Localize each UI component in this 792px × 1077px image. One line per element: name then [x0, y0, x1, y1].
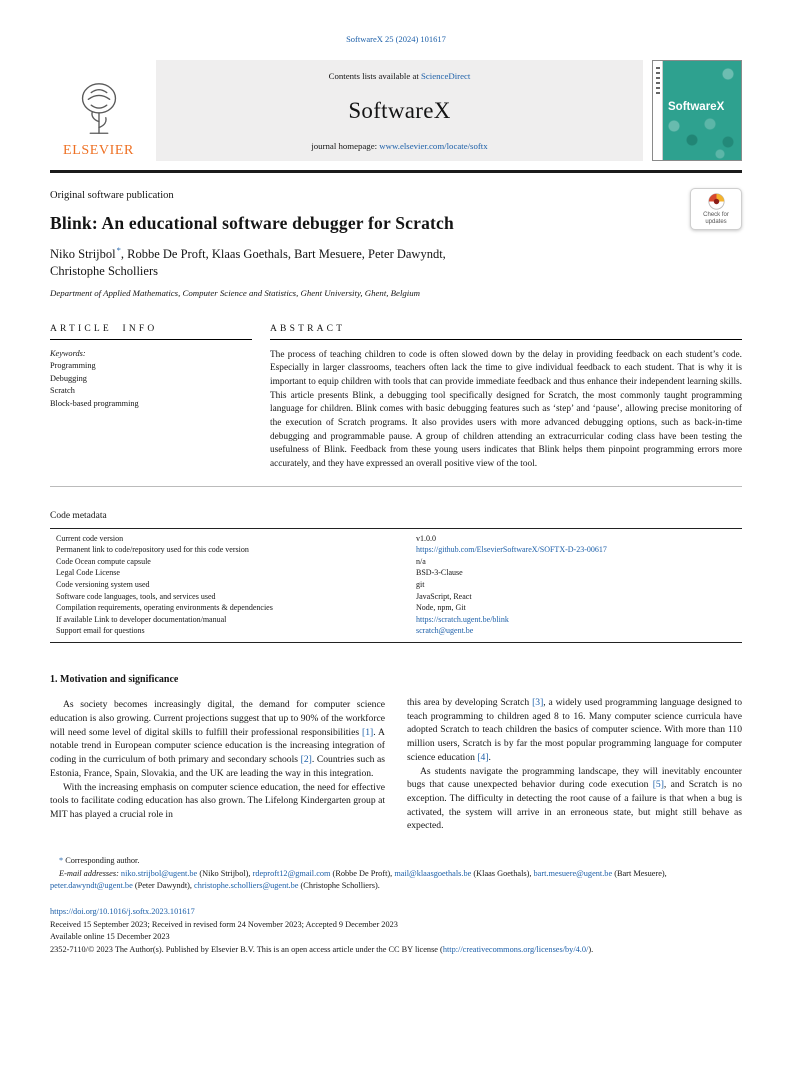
homepage-line	[162, 141, 637, 151]
journal-name: SoftwareX	[348, 98, 451, 123]
text-segment: . Countries such as Estonia, France, Spain, Slovakia, and the UK are leading the way in this integration.	[50, 754, 386, 779]
footnotes	[50, 855, 742, 892]
crossmark-badge[interactable]	[690, 188, 742, 230]
text-segment: BSD-3-Clause	[416, 568, 463, 578]
text-segment: . A notable trend in European computer science education is the increasing integration of coding in the curriculum of both primary and secondary schools	[50, 726, 385, 766]
citation-3[interactable]: [3]	[532, 696, 544, 708]
row-label: Software code languages, tools, and services used	[56, 591, 216, 601]
table-row	[50, 614, 742, 626]
crossmark-label-line1: Check for	[703, 212, 729, 218]
body-paragraph: With the increasing emphasis on computer science education, the need for effective tools to facilitate coding education has also grown. The Lifelong Kindergarten group at MIT has played a crucial role in	[50, 781, 385, 820]
text-segment: , a widely used programming language designed to teach programming to children aged 8 to 16. Many computer science curricula have adopted Scratch to teach children the basics of computer science. With more than 110 million users, Scratch is by far the most popular programming language for computer science education	[407, 696, 742, 763]
article-info-abstract-block	[50, 324, 742, 472]
citation-1[interactable]: [1]	[362, 726, 374, 738]
row-value	[416, 602, 742, 614]
row-value	[416, 579, 742, 591]
corresponding-author-note	[50, 855, 742, 867]
table-row	[50, 544, 742, 556]
abstract-heading: ABSTRACT	[270, 323, 346, 334]
row-value	[416, 533, 742, 545]
row-label: Legal Code License	[56, 568, 120, 578]
article-info-rule	[50, 339, 252, 340]
text-segment: (Klaas Goethals),	[471, 868, 534, 878]
body-column-left	[50, 673, 385, 833]
body-paragraph	[50, 698, 385, 780]
row-label: If available Link to developer documentation/manual	[56, 614, 227, 624]
journal-masthead	[156, 60, 643, 161]
text-segment: Node, npm, Git	[416, 603, 466, 613]
row-label: Compilation requirements, operating environments & dependencies	[56, 603, 273, 613]
received-line: Received 15 September 2023; Received in revised form 24 November 2023; Accepted 9 December 2023	[50, 919, 398, 929]
text-segment: git	[416, 579, 425, 589]
doi-line	[50, 906, 742, 918]
journal-header-banner	[50, 60, 742, 161]
crossmark-label-line2: updates	[705, 219, 727, 226]
text-segment: JavaScript, React	[416, 591, 472, 601]
author-list	[50, 245, 742, 281]
email-addresses	[50, 868, 742, 893]
text-segment: .	[488, 751, 491, 763]
abstract-column	[270, 324, 742, 472]
text-segment: v1.0.0	[416, 533, 436, 543]
abstract-rule	[270, 339, 742, 340]
text-segment: , and Scratch is no exception. The difficulty in detecting the root cause of a failure is that when a bug is activated, the system will arrive in an erroneous state, but might still behave as expected.	[407, 779, 742, 832]
table-row	[50, 567, 742, 579]
row-value	[416, 625, 742, 637]
code-metadata-heading: Code metadata	[50, 510, 107, 521]
row-label: Code versioning system used	[56, 579, 150, 589]
table-row	[50, 625, 742, 637]
text-segment: E-mail addresses:	[59, 868, 121, 878]
header-rule	[50, 170, 742, 173]
text-segment: Niko Strijbol	[50, 247, 116, 262]
text-segment: 2352-7110/© 2023 The Author(s). Published by Elsevier B.V. This is an open access article under the CC BY license (	[50, 944, 443, 954]
row-value	[416, 544, 742, 556]
text-segment: As students navigate the programming landscape, they will inevitably encounter bugs that cause unexpected behavior during code execution	[407, 765, 742, 791]
row-value	[416, 567, 742, 579]
article-title: Blink: An educational software debugger for Scratch	[50, 213, 454, 233]
cover-wordmark: SoftwareX	[668, 101, 725, 113]
article-head	[50, 190, 742, 298]
crossmark-icon	[708, 193, 725, 210]
keyword-debugging: Debugging	[50, 373, 87, 383]
table-row	[50, 602, 742, 614]
email-link[interactable]: peter.dawyndt@ugent.be	[50, 880, 133, 890]
copyright-line	[50, 944, 742, 956]
table-row	[50, 556, 742, 568]
text-segment: (Christophe Scholliers).	[298, 880, 380, 890]
journal-homepage-link[interactable]: www.elsevier.com/locate/softx	[379, 141, 488, 151]
repository-link[interactable]: https://github.com/ElsevierSoftwareX/SOFTX-D-23-00617	[416, 545, 607, 555]
citation-4[interactable]: [4]	[477, 751, 489, 763]
cc-license-link[interactable]: http://creativecommons.org/licenses/by/4.0/	[442, 944, 589, 954]
text-segment: n/a	[416, 556, 426, 566]
email-link[interactable]: christophe.scholliers@ugent.be	[194, 880, 299, 890]
info-block-end-rule	[50, 486, 742, 487]
row-value	[416, 591, 742, 603]
row-label: Permanent link to code/repository used for this code version	[56, 545, 249, 555]
row-label: Code Ocean compute capsule	[56, 556, 151, 566]
row-label: Current code version	[56, 533, 124, 543]
support-email-link[interactable]: scratch@ugent.be	[416, 626, 474, 636]
footnote-asterisk[interactable]: *	[59, 856, 64, 866]
text-segment: (Peter Dawyndt),	[132, 880, 195, 890]
body-paragraph	[407, 696, 742, 765]
email-link[interactable]: bart.mesuere@ugent.be	[533, 868, 613, 878]
publication-info	[50, 906, 742, 956]
text-segment: (Niko Strijbol),	[197, 868, 253, 878]
body-column-right	[407, 673, 742, 833]
available-line: Available online 15 December 2023	[50, 932, 170, 942]
authors-line-1	[50, 245, 742, 263]
doi-link[interactable]: https://doi.org/10.1016/j.softx.2023.101617	[50, 907, 195, 917]
citation-2[interactable]: [2]	[300, 754, 312, 766]
keyword-programming: Programming	[50, 360, 96, 370]
email-link[interactable]: mail@klaasgoethals.be	[394, 868, 472, 878]
elsevier-logo	[50, 60, 147, 161]
journal-cover	[652, 60, 742, 161]
text-segment: this area by developing Scratch	[407, 696, 533, 708]
text-segment: Corresponding author.	[63, 856, 140, 866]
abstract-text: The process of teaching children to code is often slowed down by the delay in providing feedback on each student’s code. Especially in larger classrooms, teachers often lack the time to give individual feedback to each student. That is why it is important to equip children with tools that can provide immediate feedback and thus enhance their independent learning skills. This article presents Blink, a debugging tool specifically designed for Scratch, the most commonly taught programming language for children. Blink comes with basic debugging features such as ‘step’ and ‘pause’, allowing precise monitoring of the execution of Scratch programs. It also provides users with more advanced debugging options, such as back-in-time debugging and programmable pause. A group of children attending an extracurricular coding class have been testing the usefulness of Blink. Feedback from these young users indicates that Blink helps them pinpoint programming errors more accurately, and they have expressed an overall positive view of the tool.	[270, 349, 742, 469]
row-value	[416, 556, 742, 568]
sciencedirect-link[interactable]: ScienceDirect	[421, 71, 471, 81]
cover-pattern-top	[721, 67, 735, 81]
text-segment: , Robbe De Proft, Klaas Goethals, Bart Mesuere, Peter Dawyndt,	[120, 247, 446, 262]
article-info-heading: ARTICLE INFO	[50, 323, 158, 334]
text-segment: As society becomes increasingly digital, the demand for computer science education is also growing. Current projections suggest that up to 90% of the workforce will need some level of digital skills to fulfill their professional responsibilities	[50, 699, 385, 738]
email-link[interactable]: niko.strijbol@ugent.be	[120, 868, 198, 878]
authors-line-2: Christophe Scholliers	[50, 264, 158, 279]
article-type-label: Original software publication	[50, 190, 174, 201]
keyword-block-based-programming: Block-based programming	[50, 399, 139, 409]
corresponding-author-mark[interactable]: *	[116, 245, 121, 255]
documentation-link[interactable]: https://scratch.ugent.be/blink	[416, 614, 509, 624]
elsevier-wordmark: ELSEVIER	[63, 143, 134, 158]
table-row	[50, 533, 742, 545]
journal-ref[interactable]: SoftwareX 25 (2024) 101617	[346, 34, 446, 44]
text-segment: ).	[588, 944, 594, 954]
body-paragraph	[407, 765, 742, 834]
crossmark-label	[703, 212, 729, 226]
cover-pattern	[662, 114, 741, 160]
row-value	[416, 614, 742, 626]
keywords-label: Keywords:	[50, 348, 86, 358]
email-link[interactable]: rdeproft12@gmail.com	[252, 868, 331, 878]
text-segment: (Robbe De Proft),	[330, 868, 395, 878]
text-segment: (Bart Mesuere),	[612, 868, 667, 878]
citation-5[interactable]: [5]	[652, 779, 664, 791]
affiliation: Department of Applied Mathematics, Computer Science and Statistics, Ghent University, Ghent, Belgium	[50, 287, 420, 298]
table-row	[50, 591, 742, 603]
keyword-scratch: Scratch	[50, 386, 75, 396]
row-label: Support email for questions	[56, 626, 145, 636]
text-segment: Contents lists available at	[328, 71, 421, 81]
elsevier-tree-icon	[71, 79, 127, 141]
code-metadata-table	[50, 528, 742, 643]
article-body	[50, 673, 742, 833]
article-info-column	[50, 324, 252, 472]
contents-line	[162, 71, 637, 81]
section-1-heading: 1. Motivation and significance	[50, 673, 179, 685]
table-row	[50, 579, 742, 591]
text-segment: journal homepage:	[311, 141, 380, 151]
